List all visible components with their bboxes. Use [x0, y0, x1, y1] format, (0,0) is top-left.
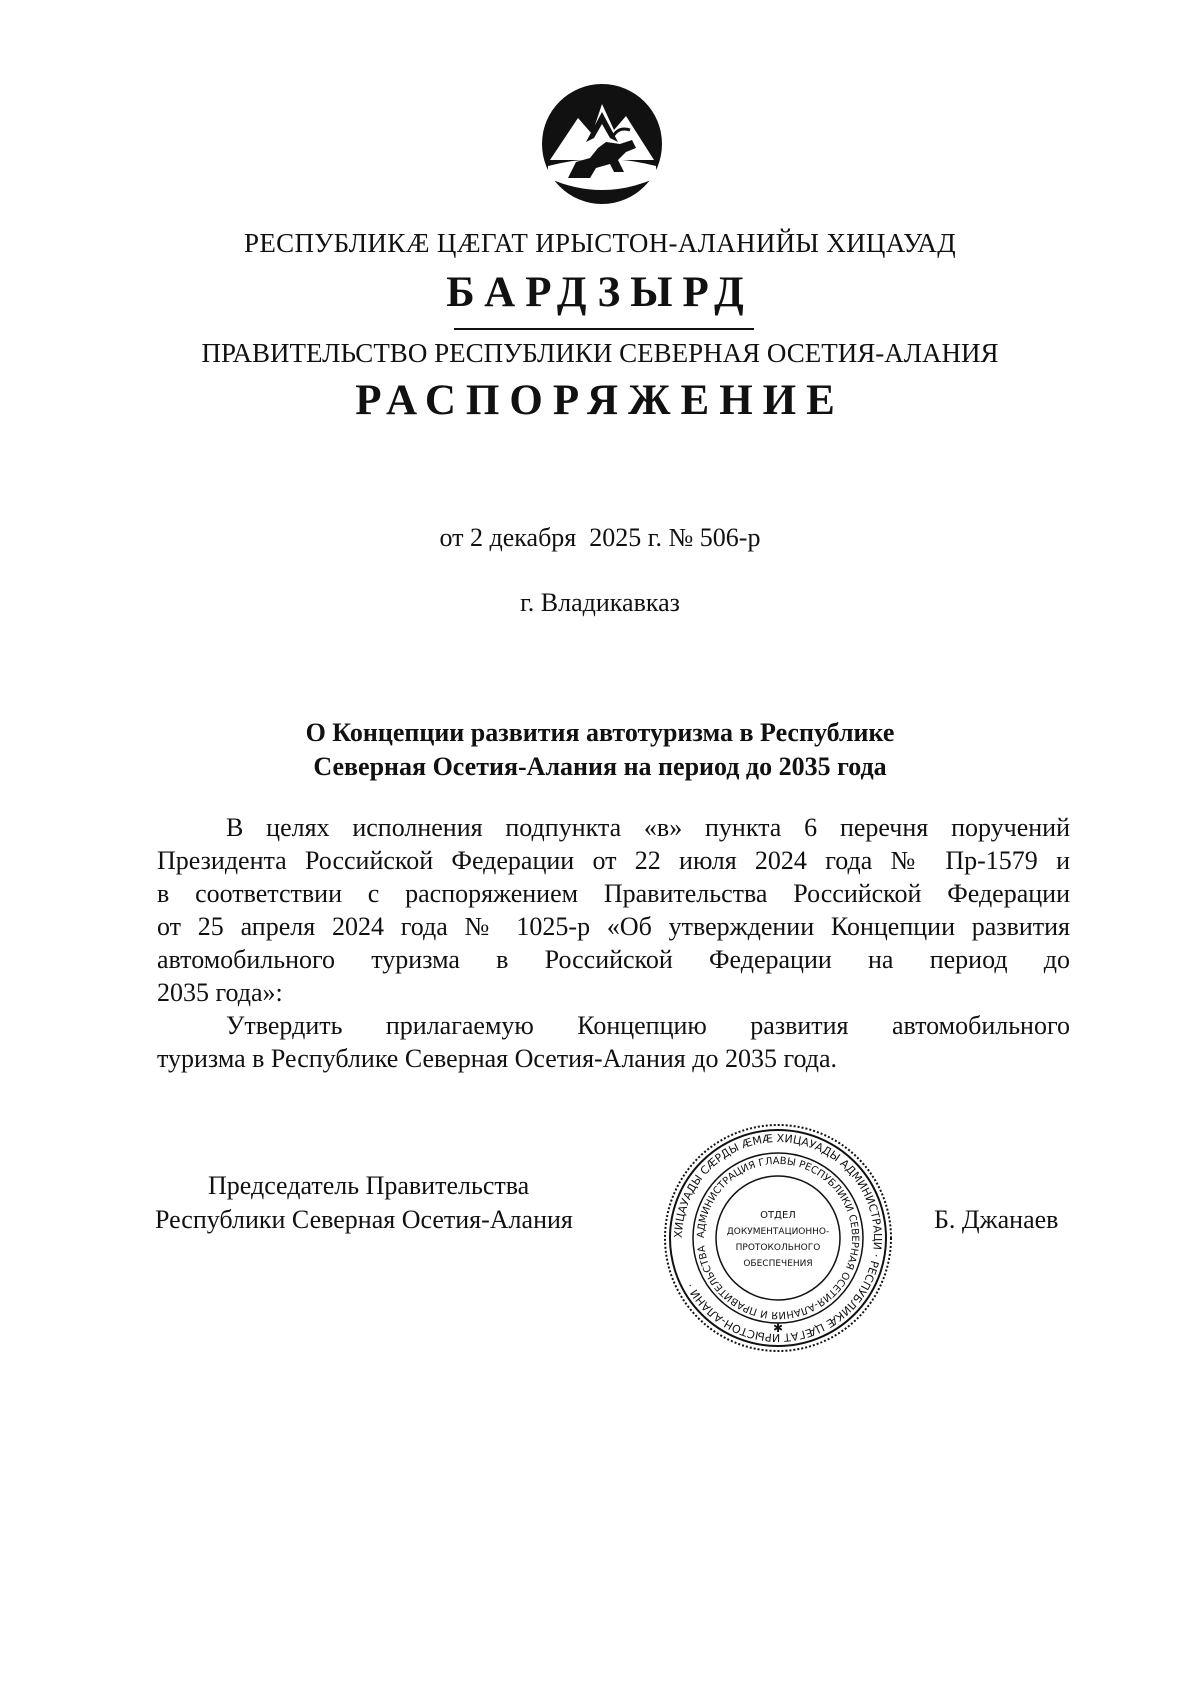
body-line: туризма в Республике Северная Осетия-Алания до 2035 года. — [157, 1044, 838, 1073]
body-line: 2035 года»: — [157, 978, 283, 1007]
header-ossetian-title: БАРДЗЫРД — [446, 269, 754, 316]
signatory-name: Б. Джанаев — [934, 1205, 1059, 1234]
document-date-number: от 2 декабря 2025 г. № 506-р — [439, 523, 761, 552]
body-line: Президента Российской Федерации от 22 июля 2024 года № Пр-1579 и — [157, 846, 1070, 875]
header-divider — [454, 328, 754, 330]
signatory-position-line-2: Республики Северная Осетия-Алания — [155, 1205, 573, 1234]
body-line: автомобильного туризма в Российской Федерации на период до — [157, 945, 1070, 974]
body-line: Утвердить прилагаемую Концепцию развития автомобильного — [226, 1011, 1070, 1040]
body-line: от 25 апреля 2024 года № 1025-р «Об утверждении Концепции развития — [157, 912, 1070, 941]
document-city: г. Владикавказ — [520, 588, 680, 617]
body-line: В целях исполнения подпункта «в» пункта 6 перечня поручений — [226, 813, 1070, 842]
header-ossetian-line: РЕСПУБЛИКӔ ЦӔГАТ ИРЫСТОН-АЛАНИЙЫ ХИЦАУАД — [244, 228, 956, 258]
body-line: в соответствии с распоряжением Правительства Российской Федерации — [157, 879, 1070, 908]
seal-center-line: ОБЕСПЕЧЕНИЯ — [743, 1259, 813, 1269]
subject-line-2: Северная Осетия-Алания на период до 2035 года — [313, 752, 887, 781]
official-seal — [662, 1122, 894, 1354]
svg-text:АДМИНИСТРАЦИЯ ГЛАВЫ РЕСПУБЛИКИ — [696, 1156, 860, 1320]
header-russian-title: РАСПОРЯЖЕНИЕ — [355, 377, 845, 424]
seal-center-line: ПРОТОКОЛЬНОГО — [735, 1243, 821, 1253]
signatory-position-line-1: Председатель Правительства — [208, 1171, 530, 1200]
coat-of-arms-emblem — [540, 82, 664, 206]
header-russian-line: ПРАВИТЕЛЬСТВО РЕСПУБЛИКИ СЕВЕРНАЯ ОСЕТИЯ-АЛАНИЯ — [201, 338, 999, 368]
seal-outer-text: ХИЦАУАДЫ СӔРДЫ ӔМӔ ХИЦАУАДЫ АДМИНИСТРАЦИ · РЕСПУБЛИКӔ ЦӔГАТ ИРЫСТОН-АЛАНИ · — [671, 1131, 885, 1345]
seal-center-line: ОТДЕЛ — [760, 1210, 796, 1221]
seal-inner-text: АДМИНИСТРАЦИЯ ГЛАВЫ РЕСПУБЛИКИ СЕВЕРНАЯ ОСЕТИЯ-АЛАНИЯ И ПРАВИТЕЛЬСТВА — [695, 1155, 861, 1321]
subject-line-1: О Концепции развития автотуризма в Республике — [305, 718, 895, 747]
seal-center-line: ДОКУМЕНТАЦИОННО- — [726, 1227, 830, 1237]
seal-star-icon: ✱ — [772, 1321, 784, 1335]
